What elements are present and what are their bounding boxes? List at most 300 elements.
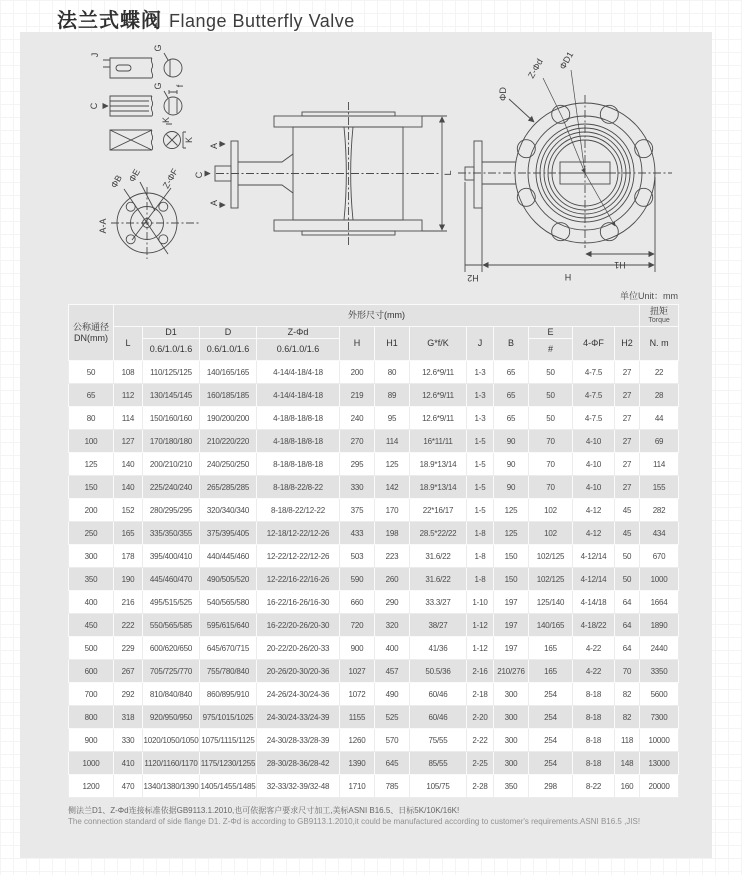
cell: 102/125	[529, 545, 573, 568]
cell: 38/27	[410, 614, 467, 637]
cell: 570	[375, 729, 410, 752]
cell: 22*16/17	[410, 499, 467, 522]
cell: 45	[615, 499, 640, 522]
flange-front-view	[458, 70, 672, 272]
cell: 33.3/27	[410, 591, 467, 614]
cell: 110/125/125	[143, 361, 200, 384]
cell: 82	[615, 706, 640, 729]
section-aa-view	[111, 182, 201, 259]
cell: 24-26/24-30/24-36	[257, 683, 340, 706]
label-h2: H2	[467, 273, 479, 283]
cell: 10000	[640, 729, 679, 752]
cell: 300	[494, 683, 529, 706]
cell: 18.9*13/14	[410, 453, 467, 476]
cell: 254	[529, 752, 573, 775]
cell: 90	[494, 430, 529, 453]
cell: 27	[615, 430, 640, 453]
cell: 445/460/470	[143, 568, 200, 591]
label-phi-b: ΦB	[108, 173, 125, 190]
cell: 1-5	[467, 453, 494, 476]
cell: 4-14/18	[573, 591, 615, 614]
cell: 190/200/200	[200, 407, 257, 430]
header-col-l: L	[114, 327, 143, 361]
header-sub-d: 0.6/1.0/1.6	[200, 339, 257, 361]
cell: 290	[375, 591, 410, 614]
header-sub-d1: 0.6/1.0/1.6	[143, 339, 200, 361]
valve-side-view	[205, 102, 447, 245]
cell: 4-10	[573, 476, 615, 499]
cell: 1260	[340, 729, 375, 752]
cell: 240	[340, 407, 375, 430]
cell: 330	[114, 729, 143, 752]
cell: 4-12	[573, 522, 615, 545]
cell: 1890	[640, 614, 679, 637]
cell: 8-18	[573, 706, 615, 729]
label-a-top: A	[209, 142, 219, 150]
footnote	[68, 805, 698, 827]
cell: 300	[69, 545, 114, 568]
cell: 1155	[340, 706, 375, 729]
cell: 350	[494, 775, 529, 798]
cell: 1-12	[467, 637, 494, 660]
cell: 70	[615, 660, 640, 683]
cell: 150	[494, 568, 529, 591]
header-col-4phif: 4-ΦF	[573, 327, 615, 361]
cell: 254	[529, 706, 573, 729]
cell: 24-30/24-33/24-39	[257, 706, 340, 729]
header-dn-zh: 公称通径	[72, 321, 109, 332]
cell: 229	[114, 637, 143, 660]
cell: 1-3	[467, 384, 494, 407]
cell: 4-7.5	[573, 407, 615, 430]
cell: 148	[615, 752, 640, 775]
cell: 28	[640, 384, 679, 407]
cell: 800	[69, 706, 114, 729]
cell: 125	[494, 499, 529, 522]
cell: 70	[529, 453, 573, 476]
cell: 440/445/460	[200, 545, 257, 568]
page-title-en: Flange Butterfly Valve	[169, 11, 355, 31]
cell: 645/670/715	[200, 637, 257, 660]
header-col-e: E	[529, 327, 573, 339]
header-torque	[640, 305, 679, 327]
cell: 670	[640, 545, 679, 568]
cell: 7300	[640, 706, 679, 729]
cell: 127	[114, 430, 143, 453]
cell: 216	[114, 591, 143, 614]
cell: 4-22	[573, 660, 615, 683]
table-row	[69, 729, 679, 752]
cell: 495/515/525	[143, 591, 200, 614]
header-col-h1: H1	[375, 327, 410, 361]
cell: 28-30/28-36/28-42	[257, 752, 340, 775]
cell: 85/55	[410, 752, 467, 775]
cell: 2440	[640, 637, 679, 660]
unit-note: 单位Unit：mm	[620, 291, 678, 301]
cell: 8-18/8-18/8-18	[257, 453, 340, 476]
cell: 4-10	[573, 430, 615, 453]
cell: 130/145/145	[143, 384, 200, 407]
cell: 210/220/220	[200, 430, 257, 453]
dimension-table-body	[69, 361, 679, 798]
cell: 1200	[69, 775, 114, 798]
cell: 27	[615, 407, 640, 430]
cell: 225/240/240	[143, 476, 200, 499]
cell: 700	[69, 683, 114, 706]
cell: 70	[529, 430, 573, 453]
cell: 400	[375, 637, 410, 660]
cell: 8-18	[573, 683, 615, 706]
cell: 720	[340, 614, 375, 637]
cell: 222	[114, 614, 143, 637]
table-row	[69, 407, 679, 430]
cell: 125	[69, 453, 114, 476]
cell: 457	[375, 660, 410, 683]
cell: 250	[69, 522, 114, 545]
dimension-table	[68, 304, 679, 798]
label-phi-d: ΦD	[498, 87, 508, 101]
dimension-table-header	[69, 305, 679, 361]
cell: 64	[615, 614, 640, 637]
cell: 60/46	[410, 706, 467, 729]
cell: 300	[494, 729, 529, 752]
cell: 114	[375, 430, 410, 453]
table-row	[69, 453, 679, 476]
cell: 12-22/16-22/16-26	[257, 568, 340, 591]
cell: 108	[114, 361, 143, 384]
table-row	[69, 637, 679, 660]
cell: 150/160/160	[143, 407, 200, 430]
cell: 1-5	[467, 499, 494, 522]
cell: 260	[375, 568, 410, 591]
table-row	[69, 591, 679, 614]
cell: 20000	[640, 775, 679, 798]
cell: 27	[615, 384, 640, 407]
header-dims-group: 外形尺寸(mm)	[114, 305, 640, 327]
cell: 31.6/22	[410, 545, 467, 568]
cell: 500	[69, 637, 114, 660]
header-col-nm: N. m	[640, 327, 679, 361]
cell: 165	[114, 522, 143, 545]
cell: 89	[375, 384, 410, 407]
cell: 318	[114, 706, 143, 729]
cell: 3350	[640, 660, 679, 683]
label-g-2: G	[153, 82, 163, 90]
table-row	[69, 775, 679, 798]
cell: 320/340/340	[200, 499, 257, 522]
cell: 65	[494, 361, 529, 384]
cell: 810/840/840	[143, 683, 200, 706]
cell: 1664	[640, 591, 679, 614]
cell: 375/395/405	[200, 522, 257, 545]
cell: 50.5/36	[410, 660, 467, 683]
cell: 292	[114, 683, 143, 706]
cell: 112	[114, 384, 143, 407]
cell: 375	[340, 499, 375, 522]
cell: 125	[375, 453, 410, 476]
cell: 4-18/8-18/8-18	[257, 430, 340, 453]
header-col-zphid: Z-Φd	[257, 327, 340, 339]
cell: 5600	[640, 683, 679, 706]
page-title-zh: 法兰式蝶阀	[57, 10, 162, 32]
label-l: L	[443, 170, 453, 176]
header-col-d: D	[200, 327, 257, 339]
cell: 265/285/285	[200, 476, 257, 499]
cell: 142	[375, 476, 410, 499]
cell: 395/400/410	[143, 545, 200, 568]
cell: 210/276	[494, 660, 529, 683]
cell: 975/1015/1025	[200, 706, 257, 729]
cell: 270	[340, 430, 375, 453]
cell: 80	[375, 361, 410, 384]
cell: 45	[615, 522, 640, 545]
cell: 118	[615, 729, 640, 752]
cell: 12.6*9/11	[410, 384, 467, 407]
cell: 410	[114, 752, 143, 775]
cell: 4-18/22	[573, 614, 615, 637]
cell: 1-8	[467, 545, 494, 568]
table-row	[69, 683, 679, 706]
cell: 18.9*13/14	[410, 476, 467, 499]
cell: 223	[375, 545, 410, 568]
cell: 160/185/185	[200, 384, 257, 407]
label-h1: H1	[614, 260, 626, 270]
table-row	[69, 706, 679, 729]
cell: 50	[529, 384, 573, 407]
cell: 90	[494, 453, 529, 476]
cell: 75/55	[410, 729, 467, 752]
cell: 8-22	[573, 775, 615, 798]
cell: 1072	[340, 683, 375, 706]
cell: 140/165	[529, 614, 573, 637]
cell: 16-22/16-26/16-30	[257, 591, 340, 614]
cell: 470	[114, 775, 143, 798]
cell: 600/620/650	[143, 637, 200, 660]
cell: 65	[494, 407, 529, 430]
header-torque-en: Torque	[648, 317, 670, 324]
cell: 102	[529, 499, 573, 522]
cell: 12-22/12-22/12-26	[257, 545, 340, 568]
cell: 1075/1115/1125	[200, 729, 257, 752]
header-torque-zh: 扭矩	[650, 306, 669, 316]
cell: 150	[69, 476, 114, 499]
cell: 525	[375, 706, 410, 729]
label-k-1: K	[161, 116, 171, 124]
cell: 595/615/640	[200, 614, 257, 637]
cell: 65	[494, 384, 529, 407]
cell: 4-22	[573, 637, 615, 660]
cell: 12-18/12-22/12-26	[257, 522, 340, 545]
cell: 27	[615, 453, 640, 476]
label-z-phi-f: Z-ΦF	[160, 166, 181, 191]
cell: 200	[340, 361, 375, 384]
cell: 165	[529, 660, 573, 683]
cell: 125/140	[529, 591, 573, 614]
cell: 8-18/8-22/12-22	[257, 499, 340, 522]
cell: 4-12/14	[573, 568, 615, 591]
cell: 1710	[340, 775, 375, 798]
cell: 95	[375, 407, 410, 430]
cell: 320	[375, 614, 410, 637]
cell: 267	[114, 660, 143, 683]
cell: 50	[529, 361, 573, 384]
cell: 920/950/950	[143, 706, 200, 729]
cell: 4-7.5	[573, 384, 615, 407]
table-row	[69, 361, 679, 384]
cell: 705/725/770	[143, 660, 200, 683]
cell: 8-18	[573, 752, 615, 775]
cell: 4-14/4-18/4-18	[257, 384, 340, 407]
cell: 2-25	[467, 752, 494, 775]
cell: 16*11/11	[410, 430, 467, 453]
cell: 64	[615, 637, 640, 660]
cell: 240/250/250	[200, 453, 257, 476]
cell: 1-5	[467, 476, 494, 499]
cell: 50	[529, 407, 573, 430]
cell: 198	[375, 522, 410, 545]
table-row	[69, 545, 679, 568]
cell: 490	[375, 683, 410, 706]
cell: 282	[640, 499, 679, 522]
cell: 24-30/28-33/28-39	[257, 729, 340, 752]
cell: 860/895/910	[200, 683, 257, 706]
cell: 300	[494, 706, 529, 729]
cell: 2-22	[467, 729, 494, 752]
cell: 105/75	[410, 775, 467, 798]
cell: 60/46	[410, 683, 467, 706]
cell: 50	[615, 545, 640, 568]
cell: 41/36	[410, 637, 467, 660]
table-row	[69, 476, 679, 499]
cell: 2-20	[467, 706, 494, 729]
cell: 100	[69, 430, 114, 453]
cell: 1000	[69, 752, 114, 775]
cell: 170	[375, 499, 410, 522]
page-title	[57, 4, 355, 33]
cell: 755/780/840	[200, 660, 257, 683]
cell: 600	[69, 660, 114, 683]
cell: 1-10	[467, 591, 494, 614]
cell: 1-5	[467, 430, 494, 453]
cell: 1390	[340, 752, 375, 775]
cell: 69	[640, 430, 679, 453]
header-col-j: J	[467, 327, 494, 361]
header-dn	[69, 305, 114, 361]
footnote-en: The connection standard of side flange D1. Z-Φd is according to GB9113.1.2010,it could be manufactured according to customer's requirements.ASNI B16.5 ,JIS!	[68, 817, 641, 826]
cell: 1-3	[467, 407, 494, 430]
cell: 2-18	[467, 683, 494, 706]
cell: 102	[529, 522, 573, 545]
table-row	[69, 499, 679, 522]
header-sub-e: #	[529, 339, 573, 361]
cell: 660	[340, 591, 375, 614]
label-a-bottom: A	[209, 199, 219, 207]
header-col-h: H	[340, 327, 375, 361]
header-dn-en: DN(mm)	[74, 332, 108, 343]
cell: 350	[69, 568, 114, 591]
cell: 254	[529, 729, 573, 752]
cell: 4-18/8-18/8-18	[257, 407, 340, 430]
cell: 102/125	[529, 568, 573, 591]
cell: 20-26/20-30/20-36	[257, 660, 340, 683]
cell: 50	[615, 568, 640, 591]
cell: 433	[340, 522, 375, 545]
cell: 4-10	[573, 453, 615, 476]
label-z-phi-d: Z-Φd	[525, 57, 545, 80]
cell: 160	[615, 775, 640, 798]
cell: 254	[529, 683, 573, 706]
cell: 1-8	[467, 568, 494, 591]
cell: 900	[340, 637, 375, 660]
cell: 503	[340, 545, 375, 568]
cell: 900	[69, 729, 114, 752]
cell: 400	[69, 591, 114, 614]
cell: 190	[114, 568, 143, 591]
header-col-h2: H2	[615, 327, 640, 361]
cell: 178	[114, 545, 143, 568]
footnote-zh: 侧法兰D1、Z-Φd连接标准依据GB9113.1.2010,也可依据客户要求尺寸加工,美标ASNI B16.5、日标5K/10K/16K!	[68, 806, 460, 815]
cell: 330	[340, 476, 375, 499]
header-sub-zphid: 0.6/1.0/1.6	[257, 339, 340, 361]
cell: 335/350/355	[143, 522, 200, 545]
label-section-aa: A-A	[98, 218, 108, 234]
cell: 200/210/210	[143, 453, 200, 476]
cell: 140	[114, 476, 143, 499]
cell: 50	[69, 361, 114, 384]
cell: 12.6*9/11	[410, 361, 467, 384]
cell: 1000	[640, 568, 679, 591]
header-col-d1: D1	[143, 327, 200, 339]
cell: 1-3	[467, 361, 494, 384]
cell: 300	[494, 752, 529, 775]
cell: 140	[114, 453, 143, 476]
cell: 2-16	[467, 660, 494, 683]
cell: 114	[640, 453, 679, 476]
cell: 16-22/20-26/20-30	[257, 614, 340, 637]
label-c-2: C	[194, 171, 204, 179]
cell: 125	[494, 522, 529, 545]
cell: 114	[114, 407, 143, 430]
cell: 64	[615, 591, 640, 614]
content-panel	[20, 32, 712, 858]
cell: 1120/1160/1170	[143, 752, 200, 775]
cell: 450	[69, 614, 114, 637]
header-col-gfk: G*f/K	[410, 327, 467, 361]
label-phi-e: ΦE	[126, 167, 143, 184]
cell: 12.6*9/11	[410, 407, 467, 430]
cell: 20-22/20-26/20-33	[257, 637, 340, 660]
cell: 1-12	[467, 614, 494, 637]
cell: 645	[375, 752, 410, 775]
table-row	[69, 752, 679, 775]
cell: 4-14/4-18/4-18	[257, 361, 340, 384]
cell: 295	[340, 453, 375, 476]
cell: 280/295/295	[143, 499, 200, 522]
cell: 27	[615, 476, 640, 499]
cell: 785	[375, 775, 410, 798]
cell: 44	[640, 407, 679, 430]
label-k-2: K	[184, 136, 194, 144]
cell: 298	[529, 775, 573, 798]
cell: 1175/1230/1255	[200, 752, 257, 775]
cell: 170/180/180	[143, 430, 200, 453]
cell: 70	[529, 476, 573, 499]
cell: 550/565/585	[143, 614, 200, 637]
label-f: f	[175, 84, 185, 88]
cell: 540/565/580	[200, 591, 257, 614]
cell: 28.5*22/22	[410, 522, 467, 545]
cell: 155	[640, 476, 679, 499]
